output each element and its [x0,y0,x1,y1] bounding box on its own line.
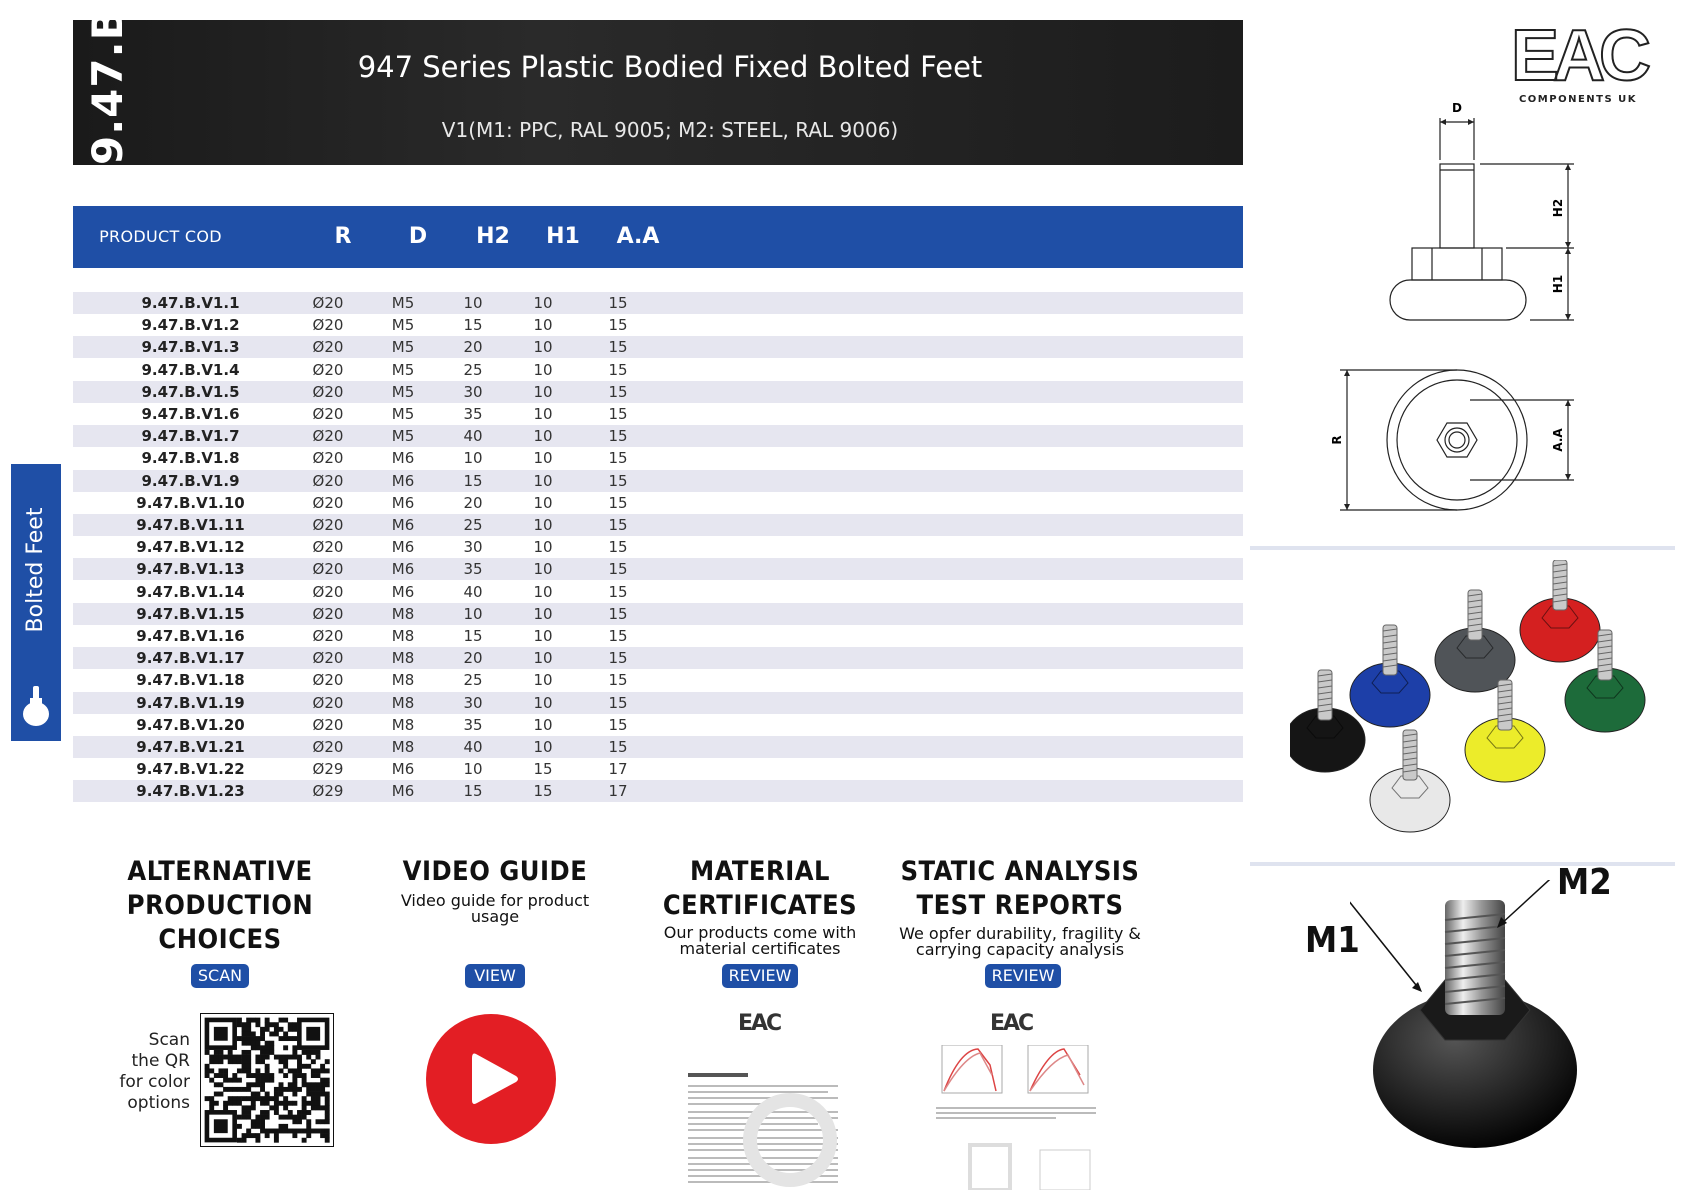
table-cell: 15 [463,782,483,801]
table-cell: 10 [533,316,553,335]
table-cell: 15 [533,760,553,779]
certificate-lines-icon [680,1045,850,1190]
table-cell: 15 [608,316,628,335]
static-report-thumbnail[interactable] [930,1005,1110,1190]
table-cell: Ø20 [312,516,344,534]
table-cell: 9.47.B.V1.23 [136,782,245,801]
view-button[interactable]: VIEW [465,964,525,988]
table-cell: 15 [463,316,483,335]
table-cell: 20 [463,493,483,512]
color-variant-foot [1435,590,1515,692]
table-cell: 10 [533,582,553,601]
table-row [73,359,1243,381]
table-row [73,669,1243,691]
table-row [73,492,1243,514]
col-h2: H2 [476,224,510,249]
table-cell: 9.47.B.V1.2 [141,316,240,335]
table-cell: M5 [391,338,415,357]
table-cell: 30 [463,538,483,557]
certificate-doc-logo: EAC [738,1011,781,1036]
table-cell: M6 [391,560,415,579]
table-cell: 9.47.B.V1.13 [136,560,245,579]
col-product-code: PRODUCT COD [99,227,222,246]
table-cell: M8 [391,738,415,756]
table-cell: 9.47.B.V1.17 [136,649,245,668]
table-cell: 15 [608,405,628,423]
table-cell: 15 [608,715,628,734]
table-cell: Ø20 [312,715,344,734]
table-cell: 9.47.B.V1.9 [141,471,240,490]
table-row [73,647,1243,669]
col-r: R [334,224,352,249]
table-cell: 15 [463,471,483,490]
header-banner [73,7,1243,165]
page-title: 947 Series Plastic Bodied Fixed Bolted Feet [357,50,983,84]
table-cell: M5 [391,382,415,401]
material-m2-label: M2 [1557,862,1612,903]
table-cell: M8 [391,693,415,712]
scan-button[interactable]: SCAN [191,964,249,988]
table-cell: M6 [391,538,415,557]
table-cell: 10 [463,760,483,779]
table-cell: 15 [608,360,628,379]
table-cell: Ø20 [312,582,344,601]
table-cell: Ø20 [312,449,344,468]
table-cell: 9.47.B.V1.3 [141,338,240,357]
table-cell: M8 [391,627,415,645]
table-cell: 9.47.B.V1.11 [136,516,245,534]
table-cell: M5 [391,316,415,335]
table-cell: 30 [463,693,483,712]
qr-code-icon[interactable] [200,1013,334,1147]
material-m1-label: M1 [1305,920,1360,961]
dim-h1-label: H1 [1551,274,1565,294]
table-cell: 9.47.B.V1.19 [136,693,245,712]
table-cell: 10 [533,360,553,379]
table-cell: M5 [391,405,415,423]
color-variant-foot [1350,625,1430,727]
table-cell: 9.47.B.V1.1 [141,294,240,312]
table-cell: 15 [463,627,483,645]
table-cell: 10 [533,693,553,712]
certificates-desc: Our products come with material certificates [663,923,857,958]
table-row [73,514,1243,536]
table-cell: 15 [608,449,628,468]
table-cell: 15 [608,738,628,756]
table-cell: 10 [533,560,553,579]
table-cell: Ø20 [312,382,344,401]
table-row [73,736,1243,758]
table-cell: 10 [533,738,553,756]
table-cell: Ø20 [312,338,344,357]
table-cell: 15 [608,582,628,601]
table-row [73,292,1243,314]
table-row [73,381,1243,403]
table-cell: Ø20 [312,294,344,312]
table-cell: Ø20 [312,471,344,490]
table-cell: 9.47.B.V1.14 [136,582,245,601]
table-cell: 10 [533,449,553,468]
table-cell: Ø20 [312,693,344,712]
table-cell: 9.47.B.V1.4 [141,360,240,379]
table-cell: 9.47.B.V1.15 [136,604,245,623]
table-cell: 40 [463,427,483,446]
dim-aa-label: A.A [1551,428,1565,452]
table-row [73,758,1243,780]
table-cell: 9.47.B.V1.21 [136,738,245,756]
table-cell: 17 [608,760,628,779]
table-cell: 9.47.B.V1.12 [136,538,245,557]
logo-text: EAC [1510,18,1646,96]
table-cell: 10 [463,604,483,623]
color-variant-foot [1370,730,1450,832]
table-row [73,314,1243,336]
table-row [73,336,1243,358]
table-cell: 10 [463,449,483,468]
divider [1250,546,1675,550]
table-cell: 10 [533,427,553,446]
logo-subtext: COMPONENTS UK [1518,94,1638,105]
table-cell: Ø20 [312,493,344,512]
col-aa: A.A [616,224,660,249]
table-cell: 10 [533,671,553,690]
table-cell: 9.47.B.V1.7 [141,427,240,446]
table-row [73,558,1243,580]
dim-h2-label: H2 [1551,198,1565,218]
table-cell: 25 [463,516,483,534]
table-row [73,603,1243,625]
table-row [73,470,1243,492]
table-row [73,581,1243,603]
table-cell: Ø29 [312,760,344,779]
eac-logo [1498,18,1658,108]
side-view-drawing [1320,100,1590,330]
top-view-drawing [1320,360,1590,520]
table-cell: M6 [391,493,415,512]
table-cell: 20 [463,649,483,668]
table-cell: 10 [533,649,553,668]
table-cell: M8 [391,649,415,668]
table-row [73,692,1243,714]
table-cell: 9.47.B.V1.8 [141,449,240,468]
table-cell: 9.47.B.V1.20 [136,715,245,734]
table-cell: Ø20 [312,627,344,645]
table-cell: 15 [608,427,628,446]
table-cell: M5 [391,294,415,312]
table-cell: 25 [463,671,483,690]
table-cell: Ø20 [312,538,344,557]
play-icon[interactable] [424,1012,558,1146]
table-cell: 15 [608,649,628,668]
table-cell: 10 [463,294,483,312]
table-cell: 15 [608,516,628,534]
static-title: STATIC ANALYSIS TEST REPORTS [900,856,1140,921]
table-cell: 10 [533,338,553,357]
dim-r-label: R [1330,435,1344,445]
table-row [73,403,1243,425]
table-cell: 10 [533,382,553,401]
table-cell: Ø20 [312,316,344,335]
table-cell: 40 [463,582,483,601]
table-cell: Ø20 [312,360,344,379]
table-cell: 15 [533,782,553,801]
color-variant-foot [1465,680,1545,782]
table-cell: 35 [463,560,483,579]
table-row [73,425,1243,447]
table-cell: M8 [391,671,415,690]
qr-caption: Scan the QR for color options [119,1030,190,1113]
color-variant-foot [1520,560,1600,662]
table-cell: 10 [533,294,553,312]
static-desc: We opfer durability, fragility & carrying capacity analysis [899,924,1141,959]
table-cell: 15 [608,627,628,645]
table-cell: Ø20 [312,671,344,690]
table-cell: 15 [608,338,628,357]
table-cell: M8 [391,604,415,623]
table-header [73,206,1243,268]
table-cell: Ø20 [312,405,344,423]
certificates-title: MATERIAL CERTIFICATES [662,856,858,921]
table-cell: 9.47.B.V1.22 [136,760,245,779]
table-cell: 10 [533,405,553,423]
table-cell: 9.47.B.V1.18 [136,671,245,690]
table-row [73,625,1243,647]
certificates-review-button[interactable]: REVIEW [722,964,798,988]
table-cell: 9.47.B.V1.10 [136,493,245,512]
table-cell: M6 [391,760,415,779]
table-cell: Ø20 [312,649,344,668]
table-cell: 15 [608,604,628,623]
table-cell: Ø20 [312,427,344,446]
table-cell: 10 [533,715,553,734]
table-cell: 15 [608,560,628,579]
color-variants-image [1290,560,1650,860]
table-cell: 15 [608,538,628,557]
table-cell: 15 [608,294,628,312]
alternative-title: ALTERNATIVE PRODUCTION CHOICES [126,856,314,955]
product-material-image [1350,880,1600,1150]
table-cell: M8 [391,715,415,734]
col-d: D [408,224,428,249]
report-doc-logo: EAC [990,1011,1033,1036]
table-cell: Ø29 [312,782,344,801]
table-row [73,536,1243,558]
video-title: VIDEO GUIDE [402,856,588,887]
table-cell: 9.47.B.V1.5 [141,382,240,401]
table-row [73,447,1243,469]
table-cell: 25 [463,360,483,379]
table-cell: 9.47.B.V1.16 [136,627,245,645]
page-subtitle: V1(M1: PPC, RAL 9005; M2: STEEL, RAL 9006) [441,118,899,142]
table-row [73,780,1243,802]
table-cell: 10 [533,604,553,623]
table-cell: Ø20 [312,738,344,756]
table-cell: 35 [463,715,483,734]
series-code: 9.47.B [83,7,132,165]
table-cell: M6 [391,582,415,601]
table-cell: 15 [608,693,628,712]
table-cell: Ø20 [312,604,344,623]
table-cell: 40 [463,738,483,756]
table-cell: 15 [608,471,628,490]
video-desc: Video guide for product usage [400,891,590,926]
table-cell: 10 [533,471,553,490]
certificate-document-thumbnail[interactable] [680,1005,850,1190]
table-cell: 17 [608,782,628,801]
table-cell: M5 [391,427,415,446]
table-cell: 20 [463,338,483,357]
table-cell: 15 [608,382,628,401]
static-review-button[interactable]: REVIEW [985,964,1061,988]
table-cell: M5 [391,360,415,379]
table-cell: M6 [391,449,415,468]
table-cell: 10 [533,627,553,645]
table-cell: M6 [391,516,415,534]
col-h1: H1 [546,224,580,249]
table-cell: 9.47.B.V1.6 [141,405,240,423]
foot-icon [20,686,52,728]
table-cell: M6 [391,471,415,490]
table-cell: 35 [463,405,483,423]
table-cell: 15 [608,671,628,690]
table-cell: 30 [463,382,483,401]
table-cell: 10 [533,516,553,534]
table-cell: M6 [391,782,415,801]
table-cell: 10 [533,493,553,512]
side-tab-label: Bolted Feet [23,507,48,633]
table-cell: 15 [608,493,628,512]
dim-d-label: D [1452,101,1462,115]
report-graphs-icon [930,1045,1110,1190]
table-row [73,714,1243,736]
table-cell: 10 [533,538,553,557]
table-cell: Ø20 [312,560,344,579]
